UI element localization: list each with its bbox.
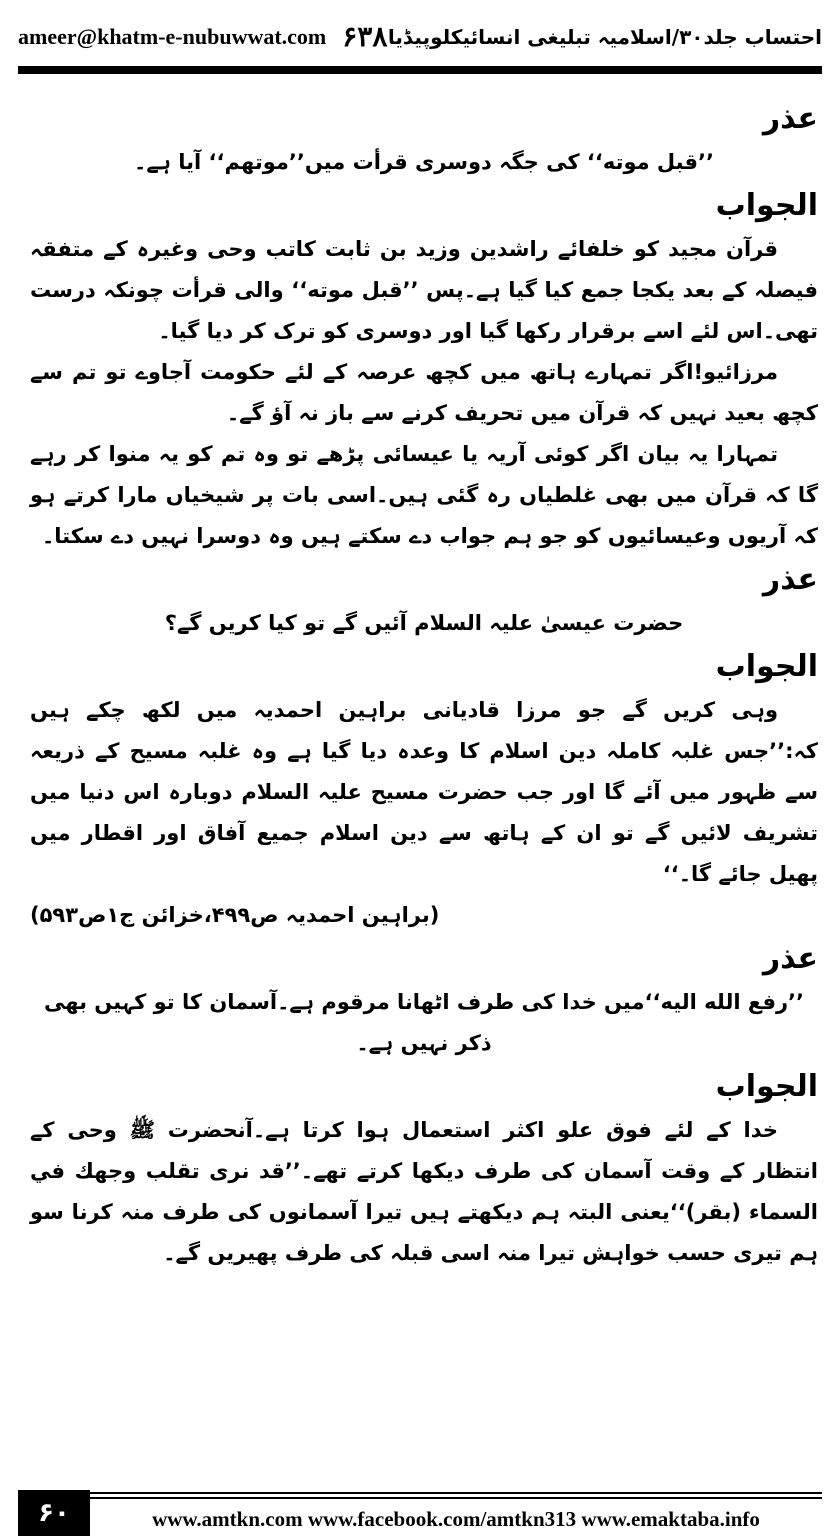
header-email: ameer@khatm-e-nubuwwat.com (18, 24, 327, 49)
header-book-title: احتساب جلد۳۰/اسلامیہ تبلیغی انسائیکلوپیڈیا (387, 25, 822, 49)
section-heading-objection: عذر (762, 101, 818, 136)
section-heading-answer: الجواب (715, 1069, 818, 1104)
footer-links[interactable]: www.amtkn.com www.facebook.com/amtkn313 www.emaktaba.info (152, 1507, 760, 1531)
answer-paragraph: خدا کے لئے فوق علو اکثر استعمال ہوا کرتا ہے۔آنحضرت ﷺ وحی کے انتظار کے وقت آسمان کی طرف دیکھا کرتے تھے۔’’قد نرى تقلب وجهك في السماء (بقر)‘‘یعنی البتہ ہم دیکھتے ہیں تیرا آسمانوں کی طرف منہ کرنا سو ہم تیری حسب خواہش تیرا منہ اسی قبلہ کی طرف پھیریں گے۔ (30, 1118, 818, 1265)
objection-quote: ’’قبل موته‘‘ کی جگہ دوسری قرأت میں’’موتهم‘‘ آیا ہے۔ (134, 150, 714, 174)
answer-paragraph: قرآن مجید کو خلفائے راشدین وزید بن ثابت کاتب وحی وغیرہ کے متفقہ فیصلہ کے بعد یکجا جمع کیا گیا ہے۔پس ’’قبل موته‘‘ والی قرأت چونکہ درست تھی۔اس لئے اسے برقرار رکھا گیا اور دوسری کو ترک کر دیا گیا۔ (30, 237, 818, 343)
answer-paragraph: مرزائیو!اگر تمہارے ہاتھ میں کچھ عرصہ کے لئے حکومت آجاوے تو تم سے کچھ بعید نہیں کہ قرآن میں تحریف کرنے سے باز نہ آؤ گے۔ (30, 360, 818, 425)
answer-paragraph: تمہارا یہ بیان اگر کوئی آریہ یا عیسائی پڑھے تو وہ تم کو یہ منوا کر رہے گا کہ قرآن میں بھی غلطیاں رہ گئی ہیں۔اسی بات پر شیخیاں مارا کرتے ہو کہ آریوں وعیسائیوں کو جو ہم جواب دے سکتے ہیں وہ دوسرا نہیں دے سکتا۔ (30, 442, 818, 548)
answer-paragraph: وہی کریں گے جو مرزا قادیانی براہین احمدیہ میں لکھ چکے ہیں کہ:’’جس غلبہ کاملہ دین اسلام کا وعدہ دیا گیا ہے وہ غلبہ مسیح کے ذریعہ سے ظہور میں آئے گا اور جب حضرت مسیح علیہ السلام دوبارہ اس دنیا میں تشریف لائیں گے تو ان کے ہاتھ سے دین اسلام جمیع آفاق اور اقطار میں پھیل جائے گا۔‘‘ (30, 698, 818, 886)
header-divider (18, 66, 822, 74)
citation-reference: (براہین احمدیہ ص۴۹۹،خزائن ج۱ص۵۹۳) (30, 903, 440, 927)
footer-page-number: ۶۰ (18, 1490, 90, 1536)
citation-line (30, 895, 818, 936)
objection-quote: حضرت عیسیٰ علیہ السلام آئیں گے تو کیا کریں گے؟ (164, 611, 684, 635)
header-left (18, 20, 387, 54)
section-heading-answer: الجواب (715, 649, 818, 684)
objection-quote: ’’رفع الله اليه‘‘میں خدا کی طرف اٹھانا مرقوم ہے۔آسمان کا تو کہیں بھی ذکر نہیں ہے۔ (44, 990, 804, 1055)
section-heading-objection: عذر (762, 941, 818, 976)
page-body (30, 96, 818, 1274)
page-header (18, 14, 822, 60)
page-footer (18, 1490, 822, 1536)
section-heading-objection: عذر (762, 562, 818, 597)
header-page-number: ۶۳۸ (342, 22, 388, 53)
section-heading-answer: الجواب (715, 188, 818, 223)
